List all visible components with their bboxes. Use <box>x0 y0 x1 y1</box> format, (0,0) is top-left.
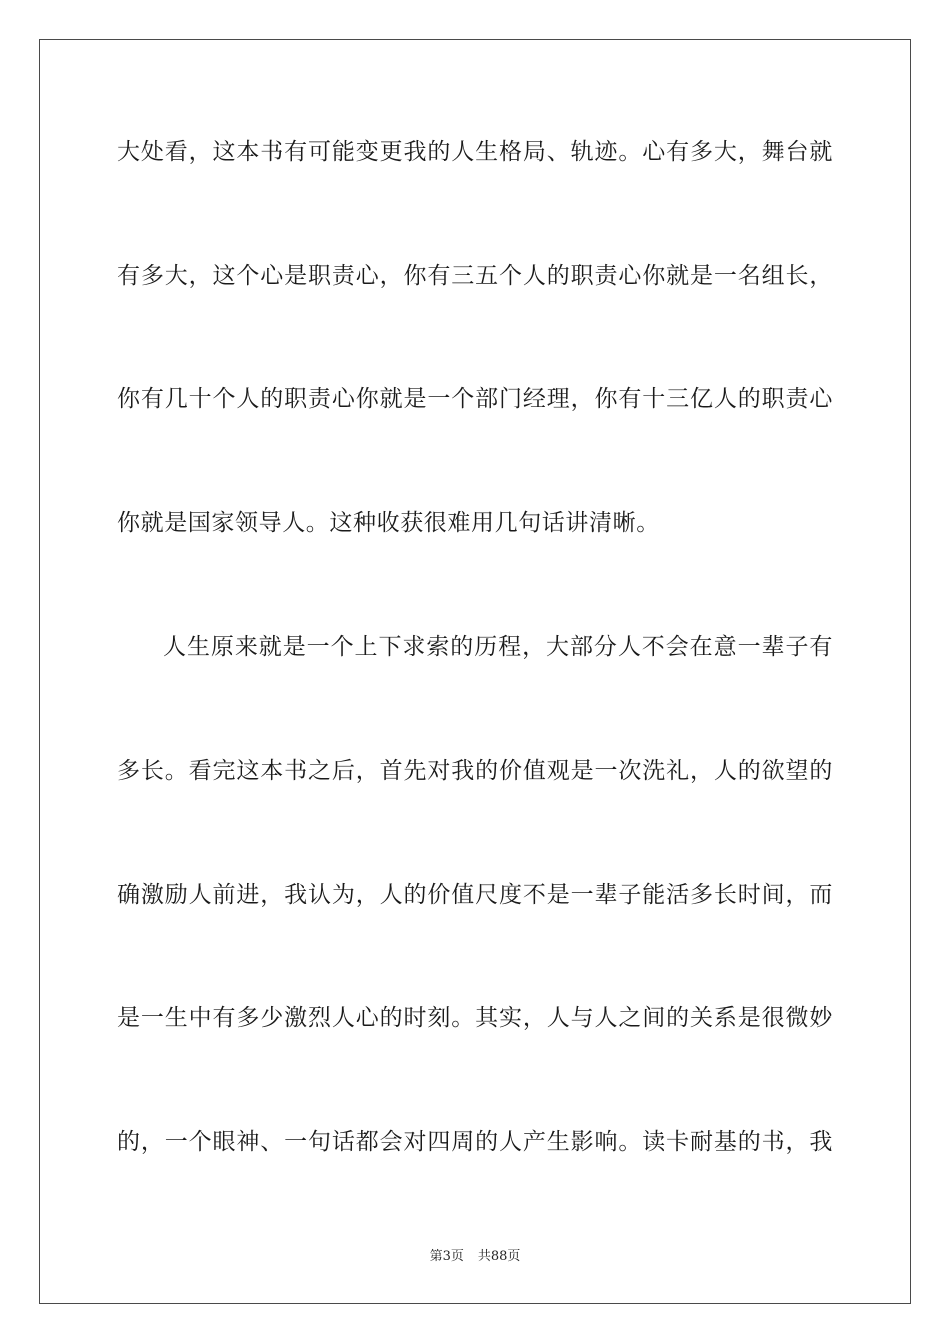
paragraph-line-9: 的，一个眼神、一句话都会对四周的人产生影响。读卡耐基的书，我 <box>117 1129 833 1155</box>
paragraph-line-6: 多长。看完这本书之后，首先对我的价值观是一次洗礼，人的欲望的 <box>117 758 833 784</box>
page-number: 第3页 <box>429 1249 464 1264</box>
paragraph-line-1: 大处看，这本书有可能变更我的人生格局、轨迹。心有多大，舞台就 <box>117 139 833 165</box>
page-footer <box>0 1248 950 1266</box>
paragraph-line-7: 确激励人前进，我认为，人的价值尺度不是一辈子能活多长时间，而 <box>117 882 833 908</box>
paragraph-line-3: 你有几十个人的职责心你就是一个部门经理，你有十三亿人的职责心 <box>117 386 833 412</box>
paragraph-line-4: 你就是国家领导人。这种收获很难用几句话讲清晰。 <box>117 510 660 536</box>
page-total: 共88页 <box>477 1249 521 1264</box>
paragraph-line-2: 有多大，这个心是职责心，你有三五个人的职责心你就是一名组长， <box>117 263 833 289</box>
paragraph-line-5: 人生原来就是一个上下求索的历程，大部分人不会在意一辈子有 <box>163 634 833 660</box>
paragraph-line-8: 是一生中有多少激烈人心的时刻。其实，人与人之间的关系是很微妙 <box>117 1005 833 1031</box>
page-border <box>39 39 911 1304</box>
